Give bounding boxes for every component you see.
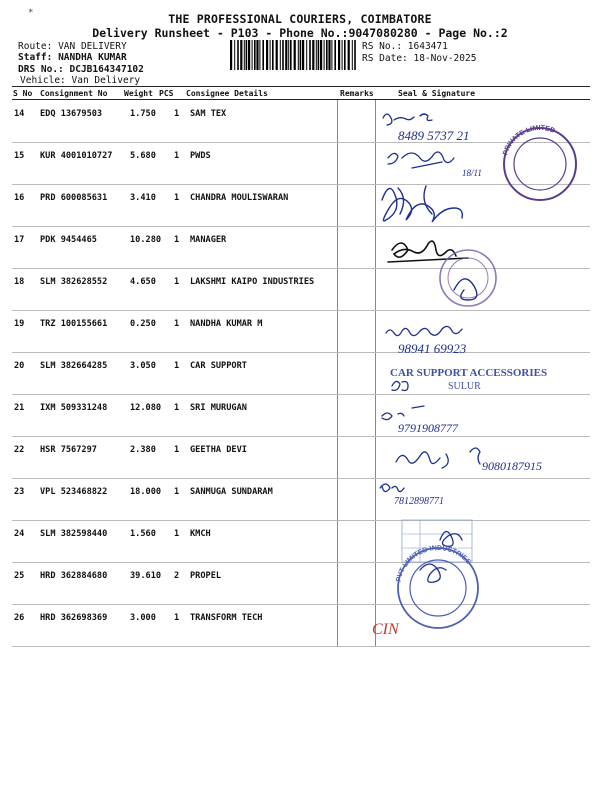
header-top-rule — [12, 86, 590, 87]
barcode-bar — [348, 40, 350, 70]
barcode-bar — [320, 40, 322, 70]
corner-mark: * — [28, 8, 34, 18]
row-consignee: SAM TEX — [190, 109, 227, 119]
row-consignee: KMCH — [190, 529, 211, 539]
rs-no-line — [362, 41, 448, 52]
row-divider — [12, 646, 590, 647]
vehicle-line — [20, 75, 140, 86]
col-remarks: Remarks — [340, 89, 374, 98]
barcode-bar — [312, 40, 314, 70]
table-row — [12, 479, 590, 521]
route-line — [18, 41, 127, 52]
row-weight: 3.000 — [130, 613, 156, 623]
barcode-bar — [352, 40, 353, 70]
drs-line — [18, 64, 144, 75]
row-consignee: PROPEL — [190, 571, 222, 581]
barcode-bar — [298, 40, 299, 70]
row-sno: 14 — [14, 109, 25, 119]
barcode-bar — [285, 40, 287, 70]
rs-date-label: RS Date: — [362, 53, 408, 64]
table-row — [12, 311, 590, 353]
rs-date-line — [362, 53, 476, 64]
row-consignee: SRI MURUGAN — [190, 403, 247, 413]
barcode-bar — [306, 40, 307, 70]
row-pcs: 1 — [174, 193, 180, 203]
barcode-bar — [254, 40, 256, 70]
row-sno: 22 — [14, 445, 25, 455]
row-weight: 10.280 — [130, 235, 162, 245]
barcode-bar — [324, 40, 325, 70]
stamp-row-26-text: PVT LIMITED INDUSTRIES — [395, 544, 472, 583]
col-pcs: PCS — [159, 89, 174, 98]
row-consignment-no: SLM 382598440 — [40, 529, 108, 539]
row-consignee: TRANSFORM TECH — [190, 613, 263, 623]
barcode-bar — [234, 40, 235, 70]
barcode-bar — [248, 40, 250, 70]
table-row — [12, 185, 590, 227]
row-pcs: 1 — [174, 445, 180, 455]
row-consignment-no: PRD 600085631 — [40, 193, 108, 203]
row-pcs: 1 — [174, 235, 180, 245]
row-consignment-no: EDQ 13679503 — [40, 109, 103, 119]
row-consignee: GEETHA DEVI — [190, 445, 247, 455]
row-consignment-no: VPL 523468822 — [40, 487, 108, 497]
row-sno: 18 — [14, 277, 25, 287]
vehicle-label: Vehicle: — [20, 75, 66, 86]
phone-row-21: 9791908777 — [398, 421, 458, 435]
row-weight: 3.050 — [130, 361, 156, 371]
staff-line — [18, 52, 127, 63]
stamp-row-15-text: PRIVATE LIMITED — [502, 124, 556, 157]
barcode-bar — [354, 40, 356, 70]
barcode-bar — [276, 40, 278, 70]
table-row — [12, 269, 590, 311]
row-pcs: 1 — [174, 403, 180, 413]
row-weight: 1.560 — [130, 529, 156, 539]
row-sno: 20 — [14, 361, 25, 371]
table-row — [12, 101, 590, 143]
phone-row-19: 98941 69923 — [398, 341, 467, 356]
barcode-bar — [328, 40, 330, 70]
col-seal-signature: Seal & Signature — [398, 89, 476, 98]
barcode-bar — [272, 40, 274, 70]
drs-label: DRS No.: — [18, 64, 64, 75]
row-consignee: NANDHA KUMAR M — [190, 319, 263, 329]
row-consignment-no: HSR 7567297 — [40, 445, 97, 455]
row-sno: 25 — [14, 571, 25, 581]
row-weight: 5.680 — [130, 151, 156, 161]
col-consignment: Consignment No — [40, 89, 108, 98]
table-row — [12, 353, 590, 395]
row-consignment-no: IXM 509331248 — [40, 403, 108, 413]
row-pcs: 1 — [174, 613, 180, 623]
header-bottom-rule — [12, 99, 590, 100]
row-consignment-no: HRD 362884680 — [40, 571, 108, 581]
row-consignee: CHANDRA MOULISWARAN — [190, 193, 289, 203]
row-consignee: CAR SUPPORT — [190, 361, 247, 371]
row-consignment-no: SLM 382628552 — [40, 277, 108, 287]
barcode-bar — [334, 40, 336, 70]
row-consignment-no: HRD 362698369 — [40, 613, 108, 623]
row-weight: 0.250 — [130, 319, 156, 329]
barcode-bar — [237, 40, 239, 70]
row-weight: 39.610 — [130, 571, 162, 581]
stamp-car-support: CAR SUPPORT ACCESSORIES — [390, 367, 548, 379]
barcode-bar — [326, 40, 328, 70]
row-pcs: 1 — [174, 361, 180, 371]
barcode-bar — [318, 40, 320, 70]
row-sno: 26 — [14, 613, 25, 623]
table-row — [12, 521, 590, 563]
barcode-bar — [331, 40, 332, 70]
row-pcs: 2 — [174, 571, 180, 581]
barcode-bar — [288, 40, 289, 70]
row-pcs: 1 — [174, 277, 180, 287]
table-row — [12, 143, 590, 185]
row-pcs: 1 — [174, 109, 180, 119]
barcode-bar — [344, 40, 346, 70]
staff-label: Staff: — [18, 52, 53, 63]
row-pcs: 1 — [174, 319, 180, 329]
barcode-bar — [300, 40, 302, 70]
table-row — [12, 605, 590, 647]
row-weight: 2.380 — [130, 445, 156, 455]
row-consignment-no: PDK 9454465 — [40, 235, 97, 245]
row-consignee: LAKSHMI KAIPO INDUSTRIES — [190, 277, 315, 287]
barcode-bar — [294, 40, 296, 70]
col-weight: Weight — [124, 89, 153, 98]
row-weight: 3.410 — [130, 193, 156, 203]
barcode-bar — [342, 40, 343, 70]
barcode-bar — [252, 40, 253, 70]
date-row-15: 18/11 — [462, 168, 482, 178]
row-pcs: 1 — [174, 151, 180, 161]
barcode-bar — [262, 40, 264, 70]
stamp-car-support-sub: SULUR — [448, 381, 481, 392]
drs-value: DCJB164347102 — [69, 64, 144, 75]
row-pcs: 1 — [174, 529, 180, 539]
barcode-bar — [230, 40, 232, 70]
barcode-bar — [280, 40, 281, 70]
mark-row-26: CIN — [372, 621, 399, 638]
table-row — [12, 437, 590, 479]
row-consignee: PWDS — [190, 151, 211, 161]
table-row — [12, 563, 590, 605]
row-sno: 23 — [14, 487, 25, 497]
row-weight: 12.080 — [130, 403, 162, 413]
phone-row-14: 8489 5737 21 — [398, 128, 470, 143]
table-row — [12, 227, 590, 269]
phone-row-23: 7812898771 — [394, 496, 444, 507]
row-pcs: 1 — [174, 487, 180, 497]
barcode-bar — [240, 40, 242, 70]
barcode-bar — [270, 40, 271, 70]
col-sno: S No — [13, 89, 33, 98]
row-sno: 16 — [14, 193, 25, 203]
barcode-bar — [256, 40, 258, 70]
route-value: VAN DELIVERY — [58, 41, 127, 52]
staff-value: NANDHA KUMAR — [58, 52, 127, 63]
row-sno: 24 — [14, 529, 25, 539]
rs-no-label: RS No.: — [362, 41, 403, 52]
vehicle-value: Van Delivery — [71, 75, 141, 86]
barcode-bar — [302, 40, 304, 70]
barcode-bar — [338, 40, 340, 70]
phone-row-22: 9080187915 — [482, 459, 542, 473]
col-consignee: Consignee Details — [186, 89, 268, 98]
row-sno: 15 — [14, 151, 25, 161]
barcode-bar — [290, 40, 292, 70]
rs-date-value: 18-Nov-2025 — [413, 53, 477, 64]
row-weight: 1.750 — [130, 109, 156, 119]
barcode-bar — [244, 40, 245, 70]
barcode-bar — [266, 40, 268, 70]
row-sno: 19 — [14, 319, 25, 329]
row-consignment-no: TRZ 100155661 — [40, 319, 108, 329]
row-weight: 4.650 — [130, 277, 156, 287]
row-consignee: MANAGER — [190, 235, 227, 245]
barcode-bar — [316, 40, 317, 70]
rs-no-value: 1643471 — [407, 41, 448, 52]
row-weight: 18.000 — [130, 487, 162, 497]
barcode-bar — [282, 40, 284, 70]
row-sno: 17 — [14, 235, 25, 245]
runsheet-subtitle: Delivery Runsheet - P103 - Phone No.:9047080280 - Page No.:2 — [92, 26, 508, 40]
company-title: THE PROFESSIONAL COURIERS, COIMBATORE — [168, 12, 432, 26]
row-consignment-no: SLM 382664285 — [40, 361, 108, 371]
row-consignment-no: KUR 4001010727 — [40, 151, 113, 161]
route-label: Route: — [18, 41, 53, 52]
barcode-bar — [309, 40, 311, 70]
barcode — [230, 40, 358, 70]
barcode-bar — [259, 40, 260, 70]
row-sno: 21 — [14, 403, 25, 413]
table-row — [12, 395, 590, 437]
barcode-bar — [246, 40, 248, 70]
row-consignee: SANMUGA SUNDARAM — [190, 487, 273, 497]
